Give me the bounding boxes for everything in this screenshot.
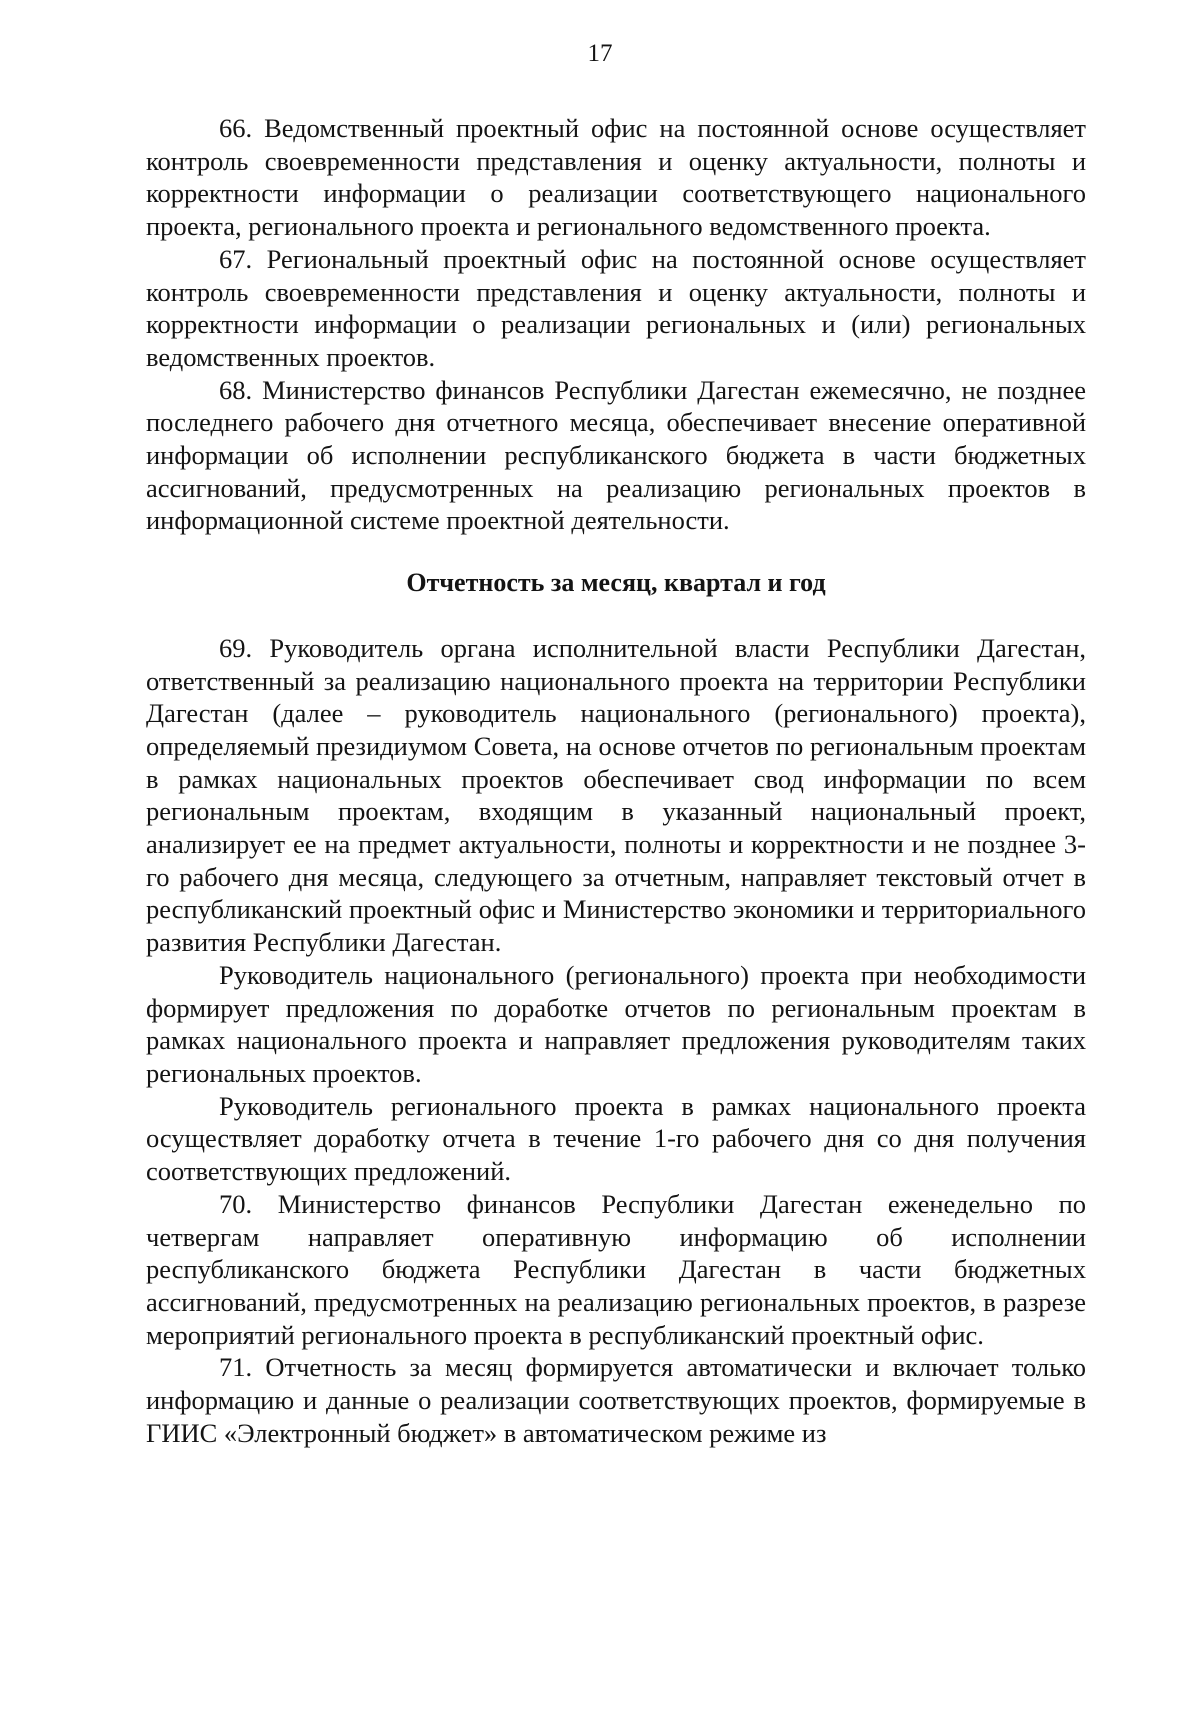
paragraph-69-revision: Руководитель регионального проекта в рамках национального проекта осуществляет доработку отчета в течение 1-го рабочего дня со дня получения соответствующих предложений. (146, 1090, 1086, 1187)
page-number: 17 (587, 40, 613, 67)
document-body (146, 112, 1086, 1449)
paragraph-71: 71. Отчетность за месяц формируется автоматически и включает только информацию и данные о реализации соответствующих проектов, формируемые в ГИИС «Электронный бюджет» в автоматическом режиме из (146, 1352, 1086, 1448)
paragraph-69-proposals: Руководитель национального (регионального) проекта при необходимости формирует предложения по доработке отчетов по региональным проектам в рамках национального проекта и направляет предложения руководителям таких региональных проектов. (146, 959, 1086, 1088)
section-heading: Отчетность за месяц, квартал и год (406, 568, 826, 598)
paragraph-70: 70. Министерство финансов Республики Дагестан еженедельно по четвергам направляет оперативную информацию об исполнении республиканского бюджета Республики Дагестан в части бюджетных ассигнований, предусмотренных на реализацию региональных проектов, в разрезе мероприятий регионального проекта в республиканский проектный офис. (146, 1188, 1086, 1350)
paragraph-66: 66. Ведомственный проектный офис на постоянной основе осуществляет контроль своевременности представления и оценку актуальности, полноты и корректности информации о реализации соответствующего национального проекта, регионального проекта и регионального ведомственного проекта. (146, 113, 1086, 242)
paragraph-67: 67. Региональный проектный офис на постоянной основе осуществляет контроль своевременности представления и оценку актуальности, полноты и корректности информации о реализации региональных и (или) региональных ведомственных проектов. (146, 243, 1086, 372)
paragraph-69: 69. Руководитель органа исполнительной власти Республики Дагестан, ответственный за реализацию национального проекта на территории Республики Дагестан (далее – руководитель национального (регионального) проекта), определяемый президиумом Совета, на основе отчетов по региональным проектам в рамках национальных проектов обеспечивает свод информации по всем региональным проектам, входящим в указанный национальный проект, анализирует ее на предмет актуальности, полноты и корректности и не позднее 3-го рабочего дня месяца, следующего за отчетным, направляет текстовый отчет в республиканский проектный офис и Министерство экономики и территориального развития Республики Дагестан. (146, 632, 1086, 958)
paragraph-68: 68. Министерство финансов Республики Дагестан ежемесячно, не позднее последнего рабочего дня отчетного месяца, обеспечивает внесение оперативной информации об исполнении республиканского бюджета в части бюджетных ассигнований, предусмотренных на реализацию региональных проектов в информационной системе проектной деятельности. (146, 374, 1086, 536)
